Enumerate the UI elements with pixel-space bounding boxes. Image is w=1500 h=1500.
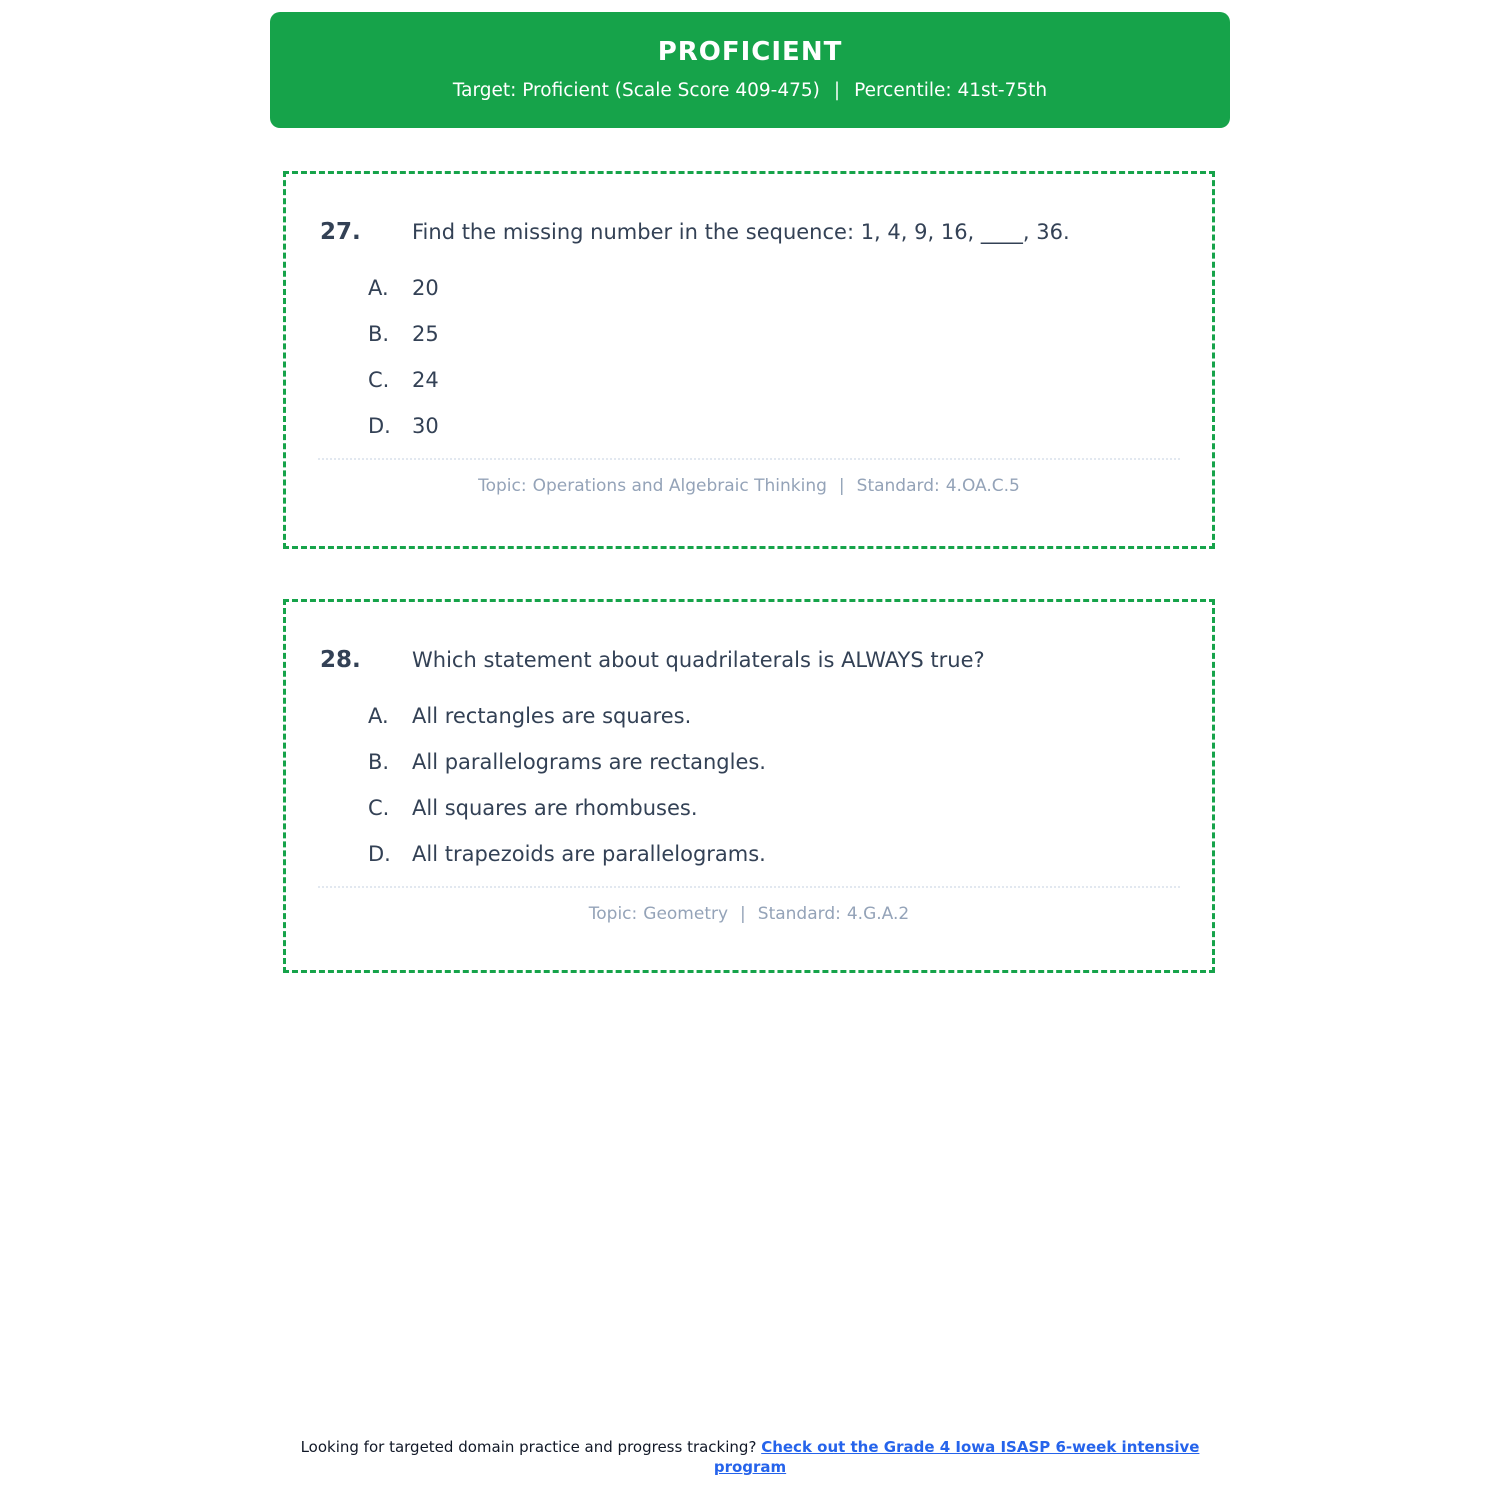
option-letter: D. (368, 414, 391, 438)
option-text: All rectangles are squares. (412, 704, 692, 728)
option-b (318, 320, 1180, 348)
question-card-27 (283, 171, 1215, 549)
topic-label: Topic: (478, 476, 527, 496)
question-text: Which statement about quadrilaterals is ALWAYS true? (412, 648, 985, 672)
question-meta (318, 902, 1180, 926)
option-letter: A. (368, 704, 389, 728)
question-card-28 (283, 599, 1215, 973)
option-text: All parallelograms are rectangles. (412, 750, 766, 774)
question-meta (318, 474, 1180, 498)
promo-footer (270, 1437, 1230, 1477)
question-header (318, 217, 1180, 247)
banner-title: PROFICIENT (657, 37, 843, 68)
question-number: 28. (320, 647, 361, 673)
card-divider (318, 458, 1180, 460)
option-c (318, 794, 1180, 822)
option-b (318, 748, 1180, 776)
option-text: 20 (412, 276, 439, 300)
standard-label: Standard: (757, 904, 841, 924)
banner-separator: | (833, 80, 841, 102)
topic-value: Geometry (643, 904, 729, 924)
answer-options (318, 702, 1180, 868)
option-text: 30 (412, 414, 439, 438)
standard-value: 4.G.A.2 (846, 904, 910, 924)
answer-options (318, 274, 1180, 440)
option-c (318, 366, 1180, 394)
option-text: All squares are rhombuses. (412, 796, 698, 820)
standard-label: Standard: (856, 476, 940, 496)
option-a (318, 702, 1180, 730)
question-number: 27. (320, 219, 361, 245)
question-header (318, 645, 1180, 675)
option-d (318, 840, 1180, 868)
promo-text: Looking for targeted domain practice and progress tracking? (300, 1438, 757, 1456)
banner-subtitle (453, 82, 1047, 101)
card-divider (318, 886, 1180, 888)
meta-separator: | (740, 904, 746, 924)
option-letter: A. (368, 276, 389, 300)
option-letter: C. (368, 368, 390, 392)
option-letter: B. (368, 750, 390, 774)
promo-link[interactable]: Check out the Grade 4 Iowa ISASP 6-week intensive program (713, 1438, 1200, 1476)
banner-percentile: Percentile: 41st-75th (854, 80, 1048, 102)
option-letter: B. (368, 322, 390, 346)
option-text: 25 (412, 322, 439, 346)
option-d (318, 412, 1180, 440)
option-text: 24 (412, 368, 439, 392)
option-letter: D. (368, 842, 391, 866)
proficiency-banner (270, 12, 1230, 128)
meta-separator: | (838, 476, 845, 496)
banner-target: Target: Proficient (Scale Score 409-475) (452, 80, 820, 102)
option-letter: C. (368, 796, 390, 820)
option-text: All trapezoids are parallelograms. (412, 842, 766, 866)
option-a (318, 274, 1180, 302)
standard-value: 4.OA.C.5 (945, 476, 1020, 496)
question-text: Find the missing number in the sequence: 1, 4, 9, 16, ____, 36. (412, 220, 1070, 244)
topic-label: Topic: (588, 904, 638, 924)
topic-value: Operations and Algebraic Thinking (532, 476, 827, 496)
